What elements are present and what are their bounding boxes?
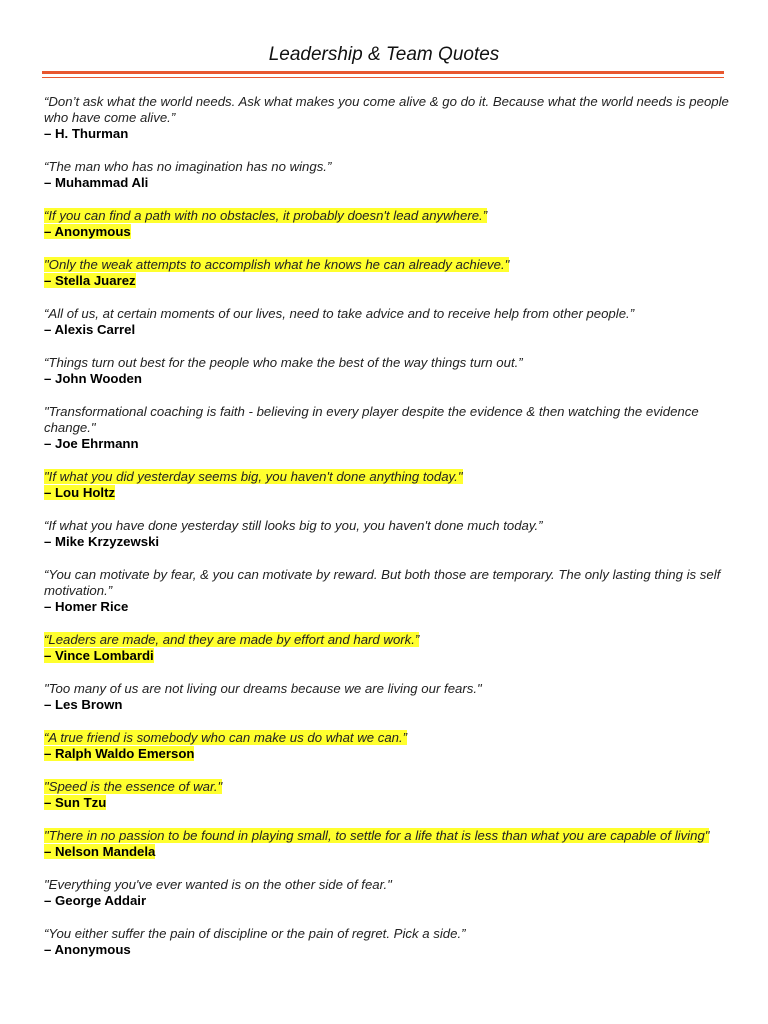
- title-rule-thin: [42, 77, 724, 78]
- quote-author: – Anonymous: [44, 224, 131, 239]
- quote-block: [44, 681, 730, 713]
- quote-block: [44, 159, 730, 191]
- quote-author: – Muhammad Ali: [44, 175, 149, 190]
- quote-text: “You either suffer the pain of discipline or the pain of regret. Pick a side.”: [44, 926, 466, 941]
- quote-block: [44, 518, 730, 550]
- quote-author: – Ralph Waldo Emerson: [44, 746, 195, 761]
- quote-author: – Vince Lombardi: [44, 648, 154, 663]
- quote-author: – Mike Krzyzewski: [44, 534, 160, 549]
- quote-list: [44, 94, 730, 958]
- quote-text: "There in no passion to be found in playing small, to settle for a life that is less than what you are capable of living": [44, 828, 710, 843]
- quote-text: “Leaders are made, and they are made by effort and hard work.”: [44, 632, 420, 647]
- quote-block: [44, 828, 730, 860]
- quote-block: [44, 257, 730, 289]
- quote-text: "Only the weak attempts to accomplish what he knows he can already achieve.": [44, 257, 510, 272]
- quote-author: – John Wooden: [44, 371, 142, 386]
- quote-block: [44, 877, 730, 909]
- quote-author: – Joe Ehrmann: [44, 436, 139, 451]
- quote-author: – Nelson Mandela: [44, 844, 156, 859]
- quote-block: [44, 94, 730, 142]
- quote-author: – Lou Holtz: [44, 485, 116, 500]
- quote-block: [44, 632, 730, 664]
- quote-text: "If what you did yesterday seems big, you haven't done anything today.": [44, 469, 463, 484]
- quote-text: “Things turn out best for the people who make the best of the way things turn out.”: [44, 355, 523, 370]
- quote-author: – George Addair: [44, 893, 147, 908]
- page-title: Leadership & Team Quotes: [268, 44, 500, 65]
- quote-text: “A true friend is somebody who can make us do what we can.”: [44, 730, 408, 745]
- quote-text: "Speed is the essence of war.": [44, 779, 223, 794]
- quote-block: [44, 404, 730, 452]
- quote-author: – Stella Juarez: [44, 273, 136, 288]
- title-rule-thick: [42, 71, 724, 74]
- quote-text: "Too many of us are not living our dreams because we are living our fears.": [44, 681, 482, 696]
- quote-author: – Homer Rice: [44, 599, 129, 614]
- quote-text: “All of us, at certain moments of our lives, need to take advice and to receive help from other people.”: [44, 306, 635, 321]
- quote-block: [44, 567, 730, 615]
- quote-author: – Les Brown: [44, 697, 123, 712]
- quote-text: “The man who has no imagination has no wings.”: [44, 159, 332, 174]
- quote-author: – Sun Tzu: [44, 795, 107, 810]
- quote-text: "Everything you've ever wanted is on the other side of fear.": [44, 877, 392, 892]
- quote-block: [44, 730, 730, 762]
- quote-author: – Anonymous: [44, 942, 131, 957]
- quote-block: [44, 469, 730, 501]
- quote-text: “You can motivate by fear, & you can motivate by reward. But both those are temporary. The only lasting thing is self motivation.”: [44, 567, 721, 598]
- quote-author: – H. Thurman: [44, 126, 129, 141]
- quote-block: [44, 926, 730, 958]
- quote-text: “If what you have done yesterday still looks big to you, you haven't done much today.”: [44, 518, 543, 533]
- quote-text: “Don’t ask what the world needs. Ask what makes you come alive & go do it. Because what the world needs is people who have come alive.”: [44, 94, 729, 125]
- quote-block: [44, 779, 730, 811]
- quote-block: [44, 355, 730, 387]
- quote-text: “If you can find a path with no obstacles, it probably doesn't lead anywhere.”: [44, 208, 488, 223]
- quote-block: [44, 306, 730, 338]
- quote-author: – Alexis Carrel: [44, 322, 136, 337]
- quote-text: "Transformational coaching is faith - believing in every player despite the evidence & then watching the evidence change.": [44, 404, 699, 435]
- quote-block: [44, 208, 730, 240]
